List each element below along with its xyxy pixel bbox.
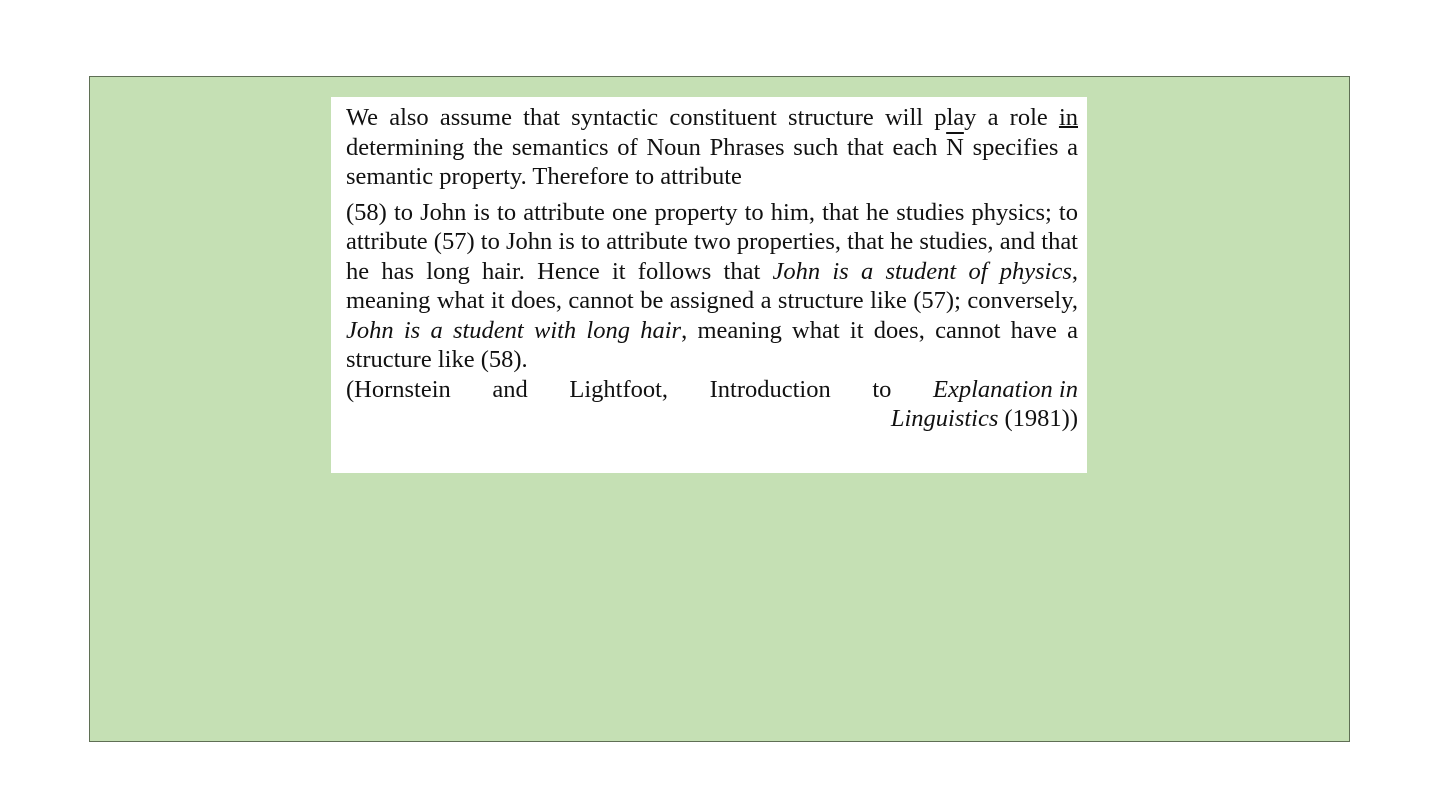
text-run: , meaning what it does, cannot have a structure like (58). [346,316,1078,373]
quote-paragraph-1 [346,103,1078,192]
quote-card [331,97,1087,473]
text-run: (58) to John is to attribute one property to him, that he studies physics; to attribute (57) to John is to attribute two properties, that he studies, and that he has long hair. Hence it follows that [346,198,1078,285]
attribution-word: (Hornstein [346,375,451,403]
publication-year: (1981)) [1004,405,1078,432]
underlined-word: in [1058,104,1078,131]
n-bar-symbol: $\overline{N}$ [946,133,964,161]
attribution-word: Introduction [709,375,831,403]
book-title: Linguistics [890,405,999,432]
attribution-word: to [872,375,892,403]
attribution-line [346,404,1078,434]
text-run: , meaning what it does, cannot be assigned a structure like (57); conversely, [346,257,1078,314]
attribution-line [346,375,1078,405]
italic-example-sentence: John is a student with long hair [346,316,682,344]
italic-example-sentence: John is a student of physics [772,257,1072,285]
text-run: specifies a semantic property. Therefore to attribute [346,133,1079,190]
text-run: determining the semantics of Noun Phrases such that each [346,133,947,161]
quote-paragraph-2 [346,198,1078,375]
text-run: We also assume that syntactic constituent structure will play a role [346,104,1059,131]
attribution-word: and [492,375,528,403]
book-title: Explanation in [933,375,1078,403]
attribution-word: Lightfoot, [569,375,669,403]
